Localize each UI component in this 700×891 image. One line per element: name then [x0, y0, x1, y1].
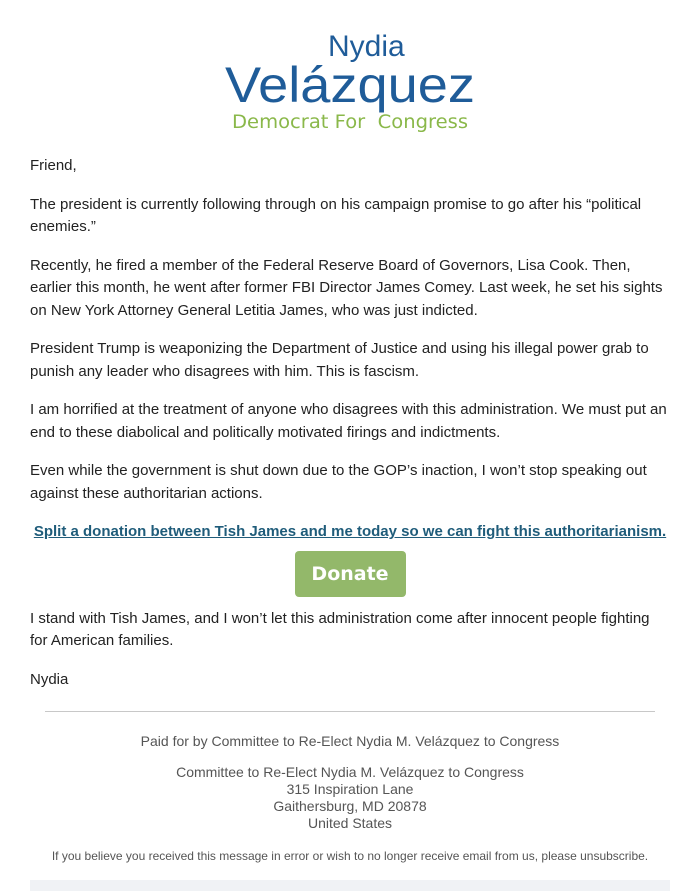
greeting: Friend, — [30, 157, 77, 174]
logo-first-name: Nydia — [328, 30, 405, 63]
signature: Nydia — [30, 670, 69, 688]
paid-for-disclaimer: Paid for by Committee to Re-Elect Nydia M. Velázquez to Congress — [140, 733, 560, 749]
logo-svg — [220, 28, 480, 136]
bottom-bar — [30, 880, 670, 891]
address-line: Gaithersburg, MD 20878 — [273, 798, 427, 814]
donate-button-wrap — [30, 551, 670, 597]
body-paragraph: The president is currently following through on his campaign promise to go after his “political enemies.” — [30, 195, 642, 235]
email-body — [30, 155, 670, 707]
body-paragraph: I am horrified at the treatment of anyone who disagrees with this administration. We must put an end to these diabolical and politically motivated firings and indictments. — [30, 401, 667, 441]
body-paragraph: Even while the government is shut down due to the GOP’s inaction, I won’t stop speaking out against these authoritarian actions. — [30, 462, 647, 502]
address-line: 315 Inspiration Lane — [286, 781, 414, 797]
logo-tagline: Democrat For Congress — [232, 111, 468, 133]
body-paragraph: President Trump is weaponizing the Department of Justice and using his illegal power grab to punish any leader who disagrees with him. This is fascism. — [30, 340, 649, 380]
logo-last-name: Velázquez — [225, 57, 475, 113]
mailing-address — [0, 764, 700, 832]
campaign-logo — [0, 28, 700, 136]
address-line: Committee to Re-Elect Nydia M. Velázquez to Congress — [176, 764, 524, 780]
closing-paragraph: I stand with Tish James, and I won’t let this administration come after innocent people fighting for American families. — [30, 609, 650, 649]
footer-divider — [45, 711, 655, 712]
donate-button[interactable]: Donate — [295, 551, 406, 597]
address-line: United States — [307, 815, 393, 831]
unsubscribe-notice[interactable]: If you believe you received this message in error or wish to no longer receive email from us, please unsubscribe. — [51, 849, 649, 863]
body-paragraph: Recently, he fired a member of the Federal Reserve Board of Governors, Lisa Cook. Then, earlier this month, he went after former FBI Director James Comey. Last week, he set his sights on New York Attorney General Letitia James, who was just indicted. — [30, 256, 663, 319]
email-footer — [0, 733, 700, 865]
donation-split-link[interactable]: Split a donation between Tish James and me today so we can fight this authoritarianism. — [33, 523, 667, 540]
